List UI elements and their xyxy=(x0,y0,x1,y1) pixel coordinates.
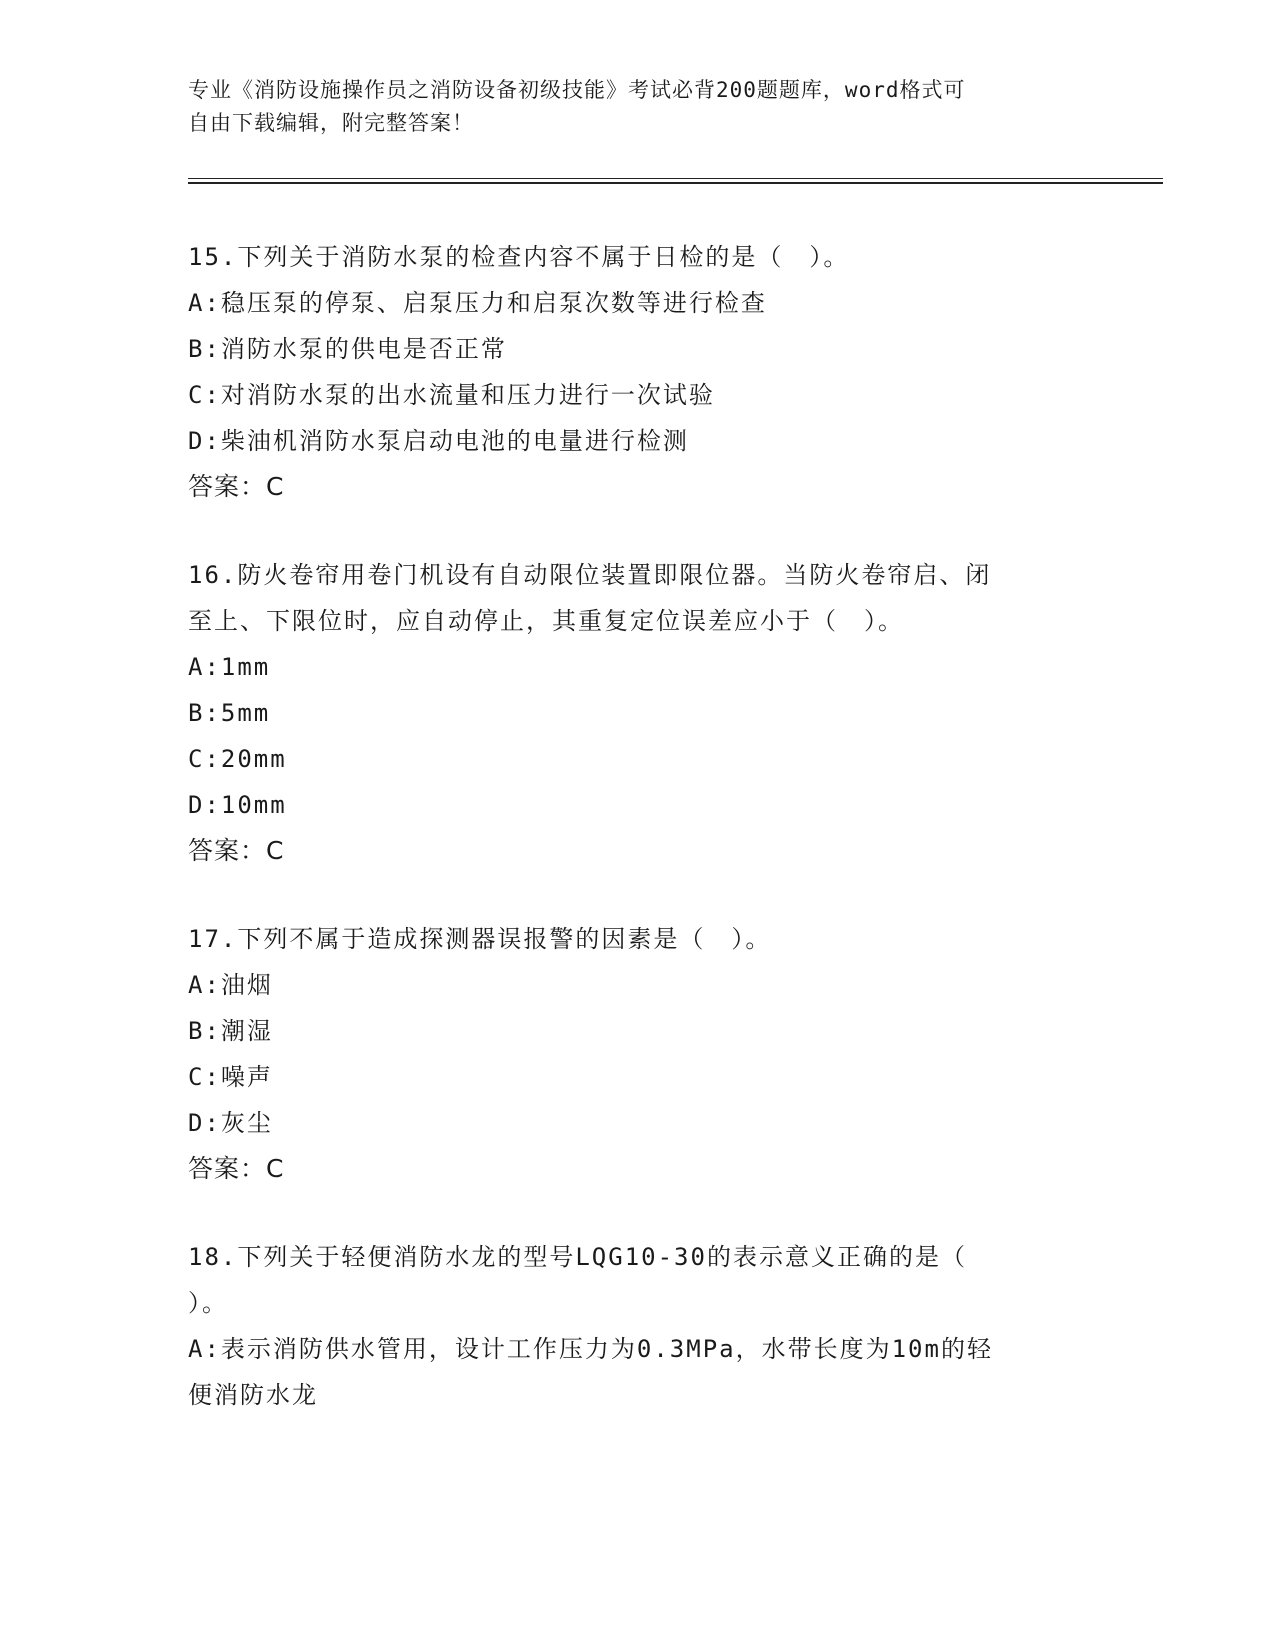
answer: 答案：C xyxy=(188,836,285,865)
header-line: 专业《消防设施操作员之消防设备初级技能》考试必背200题题库，word格式可 xyxy=(188,78,966,102)
question-text: 16.防火卷帘用卷门机设有自动限位装置即限位器。当防火卷帘启、闭 xyxy=(188,561,992,589)
question-17 xyxy=(188,916,1088,1192)
header-line: 自由下载编辑，附完整答案！ xyxy=(188,111,474,135)
option-d: D:10mm xyxy=(188,791,287,819)
question-text: ）。 xyxy=(188,1289,228,1317)
question-list xyxy=(188,234,1088,1460)
question-text: 15.下列关于消防水泵的检查内容不属于日检的是（ ）。 xyxy=(188,243,850,271)
option-a: A:油烟 xyxy=(188,971,273,999)
header-divider-thick xyxy=(188,182,1163,184)
option-a-continued: 便消防水龙 xyxy=(188,1381,318,1409)
option-c: C:对消防水泵的出水流量和压力进行一次试验 xyxy=(188,381,715,409)
question-text: 17.下列不属于造成探测器误报警的因素是（ ）。 xyxy=(188,925,772,953)
option-c: C:噪声 xyxy=(188,1063,273,1091)
header-divider-thin xyxy=(188,178,1163,179)
option-b: B:消防水泵的供电是否正常 xyxy=(188,335,507,363)
option-a: A:表示消防供水管用，设计工作压力为0.3MPa，水带长度为10m的轻 xyxy=(188,1335,993,1363)
option-a: A:稳压泵的停泵、启泵压力和启泵次数等进行检查 xyxy=(188,289,767,317)
answer: 答案：C xyxy=(188,1154,285,1183)
option-d: D:灰尘 xyxy=(188,1109,273,1137)
option-b: B:潮湿 xyxy=(188,1017,273,1045)
question-18 xyxy=(188,1234,1088,1418)
document-header xyxy=(188,74,1088,140)
option-d: D:柴油机消防水泵启动电池的电量进行检测 xyxy=(188,427,689,455)
question-16 xyxy=(188,552,1088,874)
option-c: C:20mm xyxy=(188,745,287,773)
option-b: B:5mm xyxy=(188,699,271,727)
question-15 xyxy=(188,234,1088,510)
question-text: 18.下列关于轻便消防水龙的型号LQG10-30的表示意义正确的是（ xyxy=(188,1243,967,1271)
answer: 答案：C xyxy=(188,472,285,501)
question-text: 至上、下限位时，应自动停止，其重复定位误差应小于（ ）。 xyxy=(188,607,904,635)
option-a: A:1mm xyxy=(188,653,271,681)
